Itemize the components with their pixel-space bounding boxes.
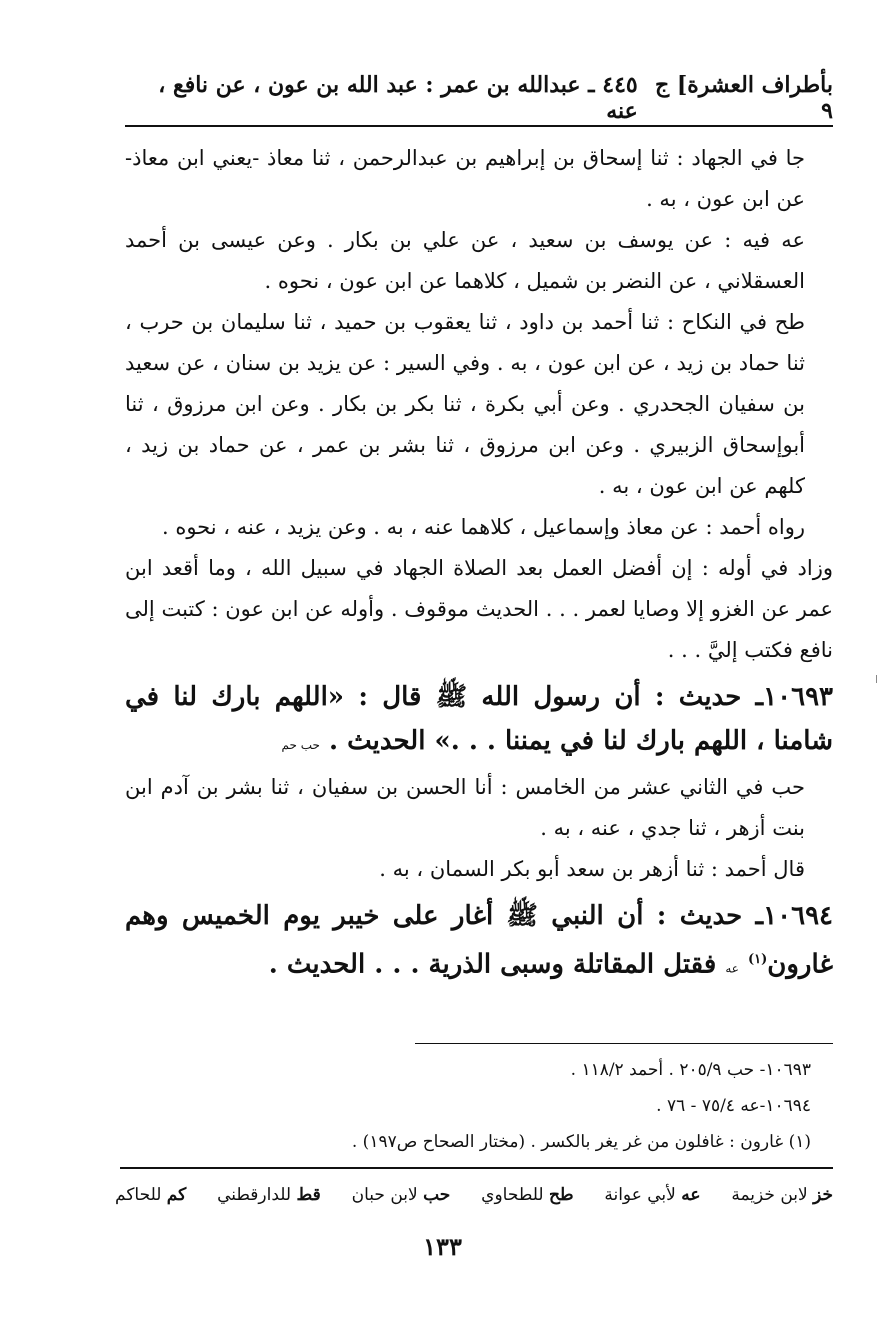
footnote: ١٠٦٩٤-عه ٧٥/٤ - ٧٦ .: [656, 1096, 811, 1116]
abbreviation-item: خز لابن خزيمة: [731, 1185, 833, 1205]
page-number: ١٣٣: [423, 1232, 462, 1261]
header-divider: [125, 125, 833, 127]
footnote-divider: [415, 1043, 833, 1044]
hadith-text: ـ حديث : أن النبي ﷺ أغار على خيبر يوم الخميس وهم غارون: [125, 901, 833, 980]
footnote: ١٠٦٩٣- حب ٢٠٥/٩ . أحمد ١١٨/٢ .: [570, 1060, 811, 1080]
margin-mark: [876, 675, 880, 683]
running-title: بأطراف العشرة] ج ٩: [654, 72, 833, 124]
main-text: [125, 138, 833, 991]
paragraph: وزاد في أوله : إن أفضل العمل بعد الصلاة الجهاد في سبيل الله ، وما أقعد ابن عمر عن الغزو إلا وصايا لعمر . . . الحديث موقوف . وأوله عن ابن عون : كتبت إلى نافع فكتب إليَّ . . .: [125, 556, 833, 662]
abbreviation-item: طح للطحاوي: [481, 1185, 574, 1205]
footnote-ref: (١): [747, 952, 768, 967]
section-title: ٤٤٥ ـ عبدالله بن عمر : عبد الله بن عون ، عن نافع ، عنه: [158, 72, 638, 124]
paragraph: قال أحمد : ثنا أزهر بن سعد أبو بكر السمان ، به .: [379, 857, 805, 881]
hadith-entry: [125, 894, 833, 991]
abbreviation-item: حب لابن حبان: [351, 1185, 451, 1205]
running-header: [125, 72, 833, 124]
abbreviations-key: [115, 1175, 833, 1215]
abbreviation-item: عه لأبي عوانة: [604, 1185, 701, 1205]
hadith-text: ـ حديث : أن رسول الله ﷺ قال : «اللهم بارك لنا في شامنا ، اللهم بارك لنا في يمننا . . .» الحديث .: [125, 682, 833, 756]
hadith-number: ١٠٦٩٤: [763, 901, 833, 931]
footnote: (١) غارون : غافلون من غر يغر بالكسر . (مختار الصحاح ص١٩٧) .: [351, 1132, 811, 1152]
hadith-margin-note: حب حم: [281, 738, 320, 752]
paragraph: جا في الجهاد : ثنا إسحاق بن إبراهيم بن عبدالرحمن ، ثنا معاذ -يعني ابن معاذ- عن ابن عون ، به .: [125, 146, 805, 211]
hadith-number: ١٠٦٩٣: [763, 682, 833, 712]
hadith-text-continued: فقتل المقاتلة وسبى الذرية . . . الحديث .: [268, 949, 717, 980]
abbreviation-item: قط للدارقطني: [217, 1185, 321, 1205]
paragraph: حب في الثاني عشر من الخامس : أنا الحسن بن سفيان ، ثنا بشر بن آدم ابن بنت أزهر ، ثنا جدي ، عنه ، به .: [125, 775, 805, 840]
paragraph: رواه أحمد : عن معاذ وإسماعيل ، كلاهما عنه ، به . وعن يزيد ، عنه ، نحوه .: [161, 515, 805, 539]
hadith-entry: [125, 675, 833, 767]
paragraph: طح في النكاح : ثنا أحمد بن داود ، ثنا يعقوب بن حميد ، ثنا سليمان بن حرب ، ثنا حماد بن زيد ، عن ابن عون ، به . وفي السير : عن يزيد بن سنان ، عن سعيد بن سفيان الجحدري . وعن أبي بكرة ، ثنا بكر بن بكار . وعن ابن مرزوق ، ثنا أبوإسحاق الزبيري . وعن ابن مرزوق ، ثنا بشر بن عمر ، عن حماد بن زيد ، كلهم عن ابن عون ، به .: [125, 310, 805, 498]
hadith-margin-note: عه: [725, 961, 739, 976]
abbreviations-divider: [120, 1167, 833, 1169]
paragraph: عه فيه : عن يوسف بن سعيد ، عن علي بن بكار . وعن عيسى بن أحمد العسقلاني ، عن النضر بن شميل ، كلاهما عن ابن عون ، نحوه .: [125, 228, 805, 293]
abbreviation-item: كم للحاكم: [115, 1185, 187, 1205]
footnotes: [125, 1052, 833, 1160]
